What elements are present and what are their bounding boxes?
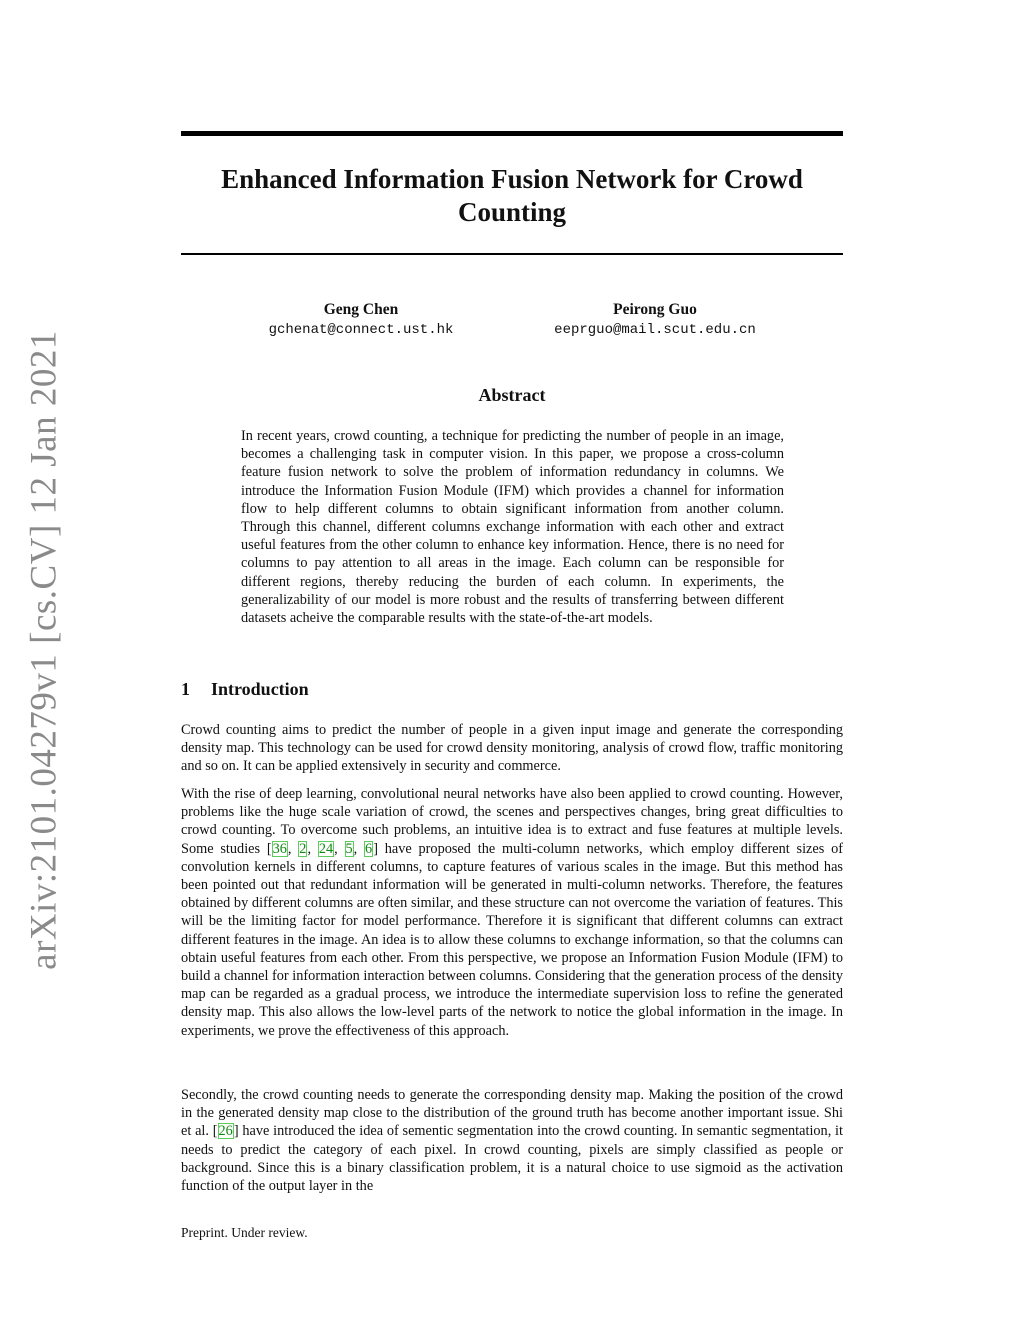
citation-link[interactable]: 6 — [365, 840, 373, 857]
title-bottom-rule — [181, 253, 843, 255]
author-name: Geng Chen — [323, 301, 399, 318]
citation-link[interactable]: 26 — [218, 1123, 233, 1140]
intro-paragraph-1: Crowd counting aims to predict the number of people in a given input image and generate the corresponding density map. This technology can be used for crowd density monitoring, analysis of crowd flow, traffic monitoring and so on. It can be applied extensively in security and commerce. — [181, 722, 843, 775]
author-email: eeprguo@mail.scut.edu.cn — [554, 322, 756, 338]
intro-paragraph-3 — [181, 1086, 843, 1195]
intro-paragraph-2: With the rise of deep learning, convolutional neural networks have also been applied to crowd counting. However, problems like the huge scale variation of crowd, the scenes and perspectives changes, bring great difficulties to crowd counting. To overcome such problems, an intuitive idea is to extract and fuse features at multiple levels. Some studies [36, 2, 24, 5, 6] have proposed the multi-column networks, which employ different sizes of convolution kernels in different columns, to capture features of various scales in the image. But this method has been pointed out that redundant information will be generated in multi-column networks. Therefore, the features obtained by different columns are often similar, and these structure can not overcome the variation of features. This will be the limiting factor for model performance. Therefore it is significant that different columns can extract different features in the image. An idea is to allow these columns to exchange information, so that the columns can obtain useful features from each other. From this perspective, we propose an Information Fusion Module (IFM) to build a channel for information interaction between columns. Considering that the generation process of the density map can be regarded as a gradual process, we introduce the intermediate supervision loss to refine the generated density map. This also allows the low-level parts of the network to notice the global information in the image. In experiments, we prove the effectiveness of this approach. — [181, 786, 844, 1039]
citation-link[interactable]: 2 — [299, 840, 307, 857]
section-number: 1 — [181, 679, 190, 699]
citation-link[interactable]: 36 — [272, 840, 287, 857]
arxiv-identifier-stamp: arXiv:2101.04279v1 [cs.CV] 12 Jan 2021 — [23, 330, 65, 970]
preprint-footer: Preprint. Under review. — [181, 1225, 308, 1240]
paragraph-text: ] have proposed the multi-column networks, which employ different sizes of convolution kernels in different columns, to capture features of various scales in the image. But this method has been pointed out that redundant information will be generated in multi-column networks. Therefore, the features obtained by different columns are often similar, and these structure can not overcome the variation of features. This will be the limiting factor for model performance. Therefore it is significant that different columns can extract different features in the image. An idea is to allow these columns to exchange information, so that the columns can obtain useful features from each other. From this perspective, we propose an Information Fusion Module (IFM) to build a channel for information interaction between columns. Considering that the generation process of the density map can be regarded as a gradual process, we introduce the intermediate supervision loss to refine the generated density map. This also allows the low-level parts of the network to notice the global information in the image. In experiments, we prove the effectiveness of this approach. — [181, 840, 844, 1039]
abstract-heading: Abstract — [478, 385, 546, 405]
citation-link[interactable]: 5 — [345, 840, 353, 857]
title-top-rule — [181, 131, 843, 136]
author-name: Peirong Guo — [613, 301, 697, 318]
citation-link[interactable]: 24 — [318, 840, 334, 857]
paragraph-text: Secondly, the crowd counting needs to generate the corresponding density map. Making the position of the crowd in the generated density map close to the distribution of the ground truth has become another important issue. Shi et al. [ — [181, 1087, 843, 1140]
paragraph-text: With the rise of deep learning, convolutional neural networks have also been applied to crowd counting. However, problems like the huge scale variation of crowd, the scenes and perspectives changes, bring great difficulties to crowd counting. To overcome such problems, an intuitive idea is to extract and fuse features at multiple levels. Some studies [ — [181, 786, 843, 857]
paragraph-text: ] have introduced the idea of sementic segmentation into the crowd counting. In semantic segmentation, it needs to predict the category of each pixel. In crowd counting, pixels are simply classified as people or background. Since this is a binary classification problem, it is a natural choice to use sigmoid as the activation function of the output layer in the — [181, 1123, 843, 1195]
section-heading-introduction — [181, 679, 309, 700]
author-block-1 — [211, 300, 511, 340]
section-title: Introduction — [211, 679, 309, 699]
author-email: gchenat@connect.ust.hk — [268, 322, 454, 338]
paper-title: Enhanced Information Fusion Network for Crowd Counting — [221, 164, 803, 227]
abstract-body: In recent years, crowd counting, a technique for predicting the number of people in an image, becomes a challenging task in computer vision. In this paper, we propose a cross-column feature fusion network to solve the problem of information redundancy in columns. We introduce the Information Fusion Module (IFM) which provides a channel for information flow to help different columns to obtain significant information from another column. Through this channel, different columns exchange information with each other and extract useful features from the other column to enhance key information. Hence, there is no need for columns to pay attention to all areas in the image. Each column can be responsible for different regions, thereby reducing the burden of each column. In experiments, the generalizability of our model is more robust and the results of transferring between different datasets acheive the comparable results with the state-of-the-art models. — [241, 428, 784, 627]
author-block-2 — [505, 300, 805, 340]
